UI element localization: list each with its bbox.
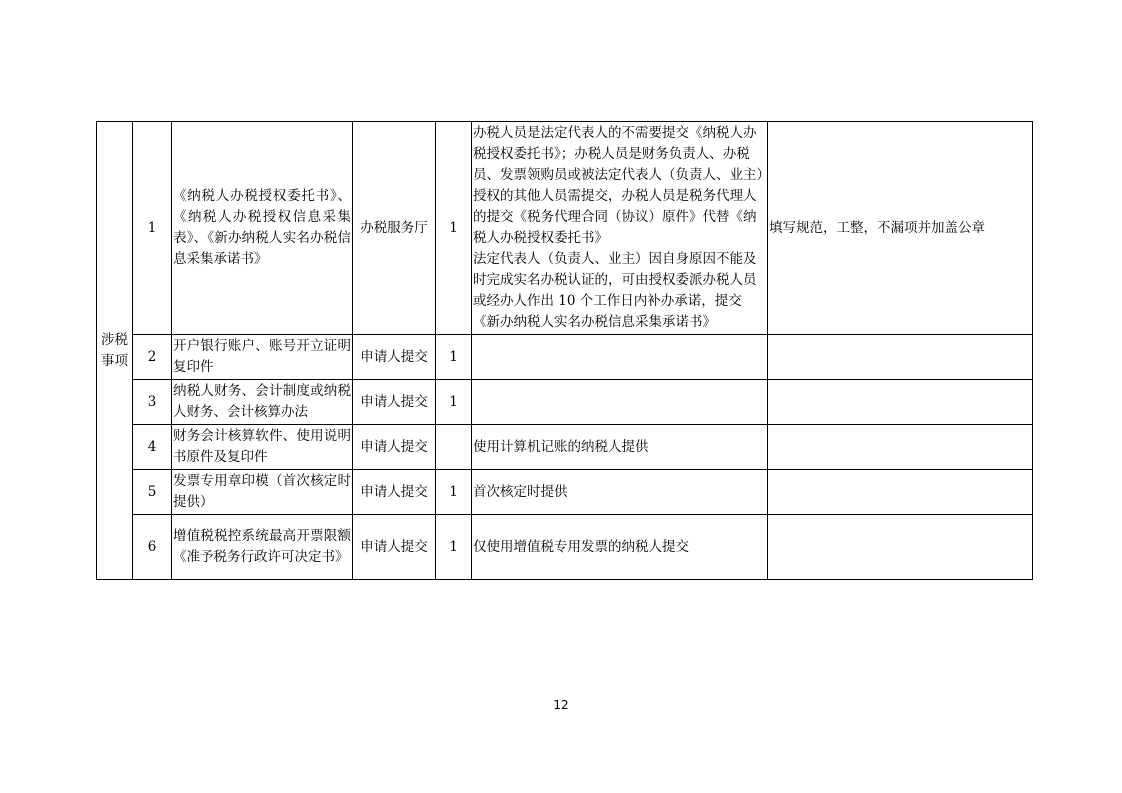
material-quantity: 1	[436, 335, 472, 380]
note-paragraph-2: 法定代表人（负责人、业主）因自身原因不能及时完成实名办税认证的，可由授权委派办税人员或经办人作出 10 个工作日内补办承诺，提交《新办纳税人实名办税信息采集承诺书》	[473, 251, 757, 330]
material-source: 申请人提交	[353, 425, 436, 470]
material-note	[472, 335, 768, 380]
material-quantity: 1	[436, 515, 472, 580]
category-label: 涉税事项	[101, 331, 128, 369]
material-note: 使用计算机记账的纳税人提供	[472, 425, 768, 470]
row-number: 3	[133, 380, 172, 425]
material-note: 首次核定时提供	[472, 470, 768, 515]
note-paragraph: 办税人员是法定代表人的不需要提交《纳税人办税授权委托书》；办税人员是财务负责人、办税员、发票领购员或被法定代表人（负责人、业主）授权的其他人员需提交，办税人员是税务代理人的提交《税务代理合同（协议）原件》代替《纳税人办税授权委托书》	[473, 125, 764, 246]
material-requirement	[768, 380, 1033, 425]
material-source: 申请人提交	[353, 515, 436, 580]
table-row	[97, 380, 1033, 425]
material-name: 财务会计核算软件、使用说明书原件及复印件	[172, 425, 353, 470]
table-row	[97, 122, 1033, 335]
material-name: 纳税人财务、会计制度或纳税人财务、会计核算办法	[172, 380, 353, 425]
material-note: 仅使用增值税专用发票的纳税人提交	[472, 515, 768, 580]
table-row	[97, 335, 1033, 380]
material-source: 办税服务厅	[353, 122, 436, 335]
material-requirement: 填写规范，工整，不漏项并加盖公章	[768, 122, 1033, 335]
material-name: 《纳税人办税授权委托书》、《纳税人办税授权信息采集表》、《新办纳税人实名办税信息采集承诺书》	[172, 122, 353, 335]
row-number: 4	[133, 425, 172, 470]
material-name: 发票专用章印模（首次核定时提供）	[172, 470, 353, 515]
material-requirement	[768, 470, 1033, 515]
row-number: 1	[133, 122, 172, 335]
page-number: 12	[553, 698, 569, 712]
table-row	[97, 470, 1033, 515]
material-name: 开户银行账户、账号开立证明复印件	[172, 335, 353, 380]
material-source: 申请人提交	[353, 335, 436, 380]
material-note	[472, 122, 768, 335]
material-note	[472, 380, 768, 425]
row-number: 2	[133, 335, 172, 380]
row-number: 5	[133, 470, 172, 515]
material-source: 申请人提交	[353, 470, 436, 515]
table-row	[97, 425, 1033, 470]
material-source: 申请人提交	[353, 380, 436, 425]
category-cell	[97, 122, 133, 580]
material-requirement	[768, 515, 1033, 580]
material-quantity: 1	[436, 122, 472, 335]
row-number: 6	[133, 515, 172, 580]
material-quantity	[436, 425, 472, 470]
material-requirement	[768, 335, 1033, 380]
material-name: 增值税税控系统最高开票限额《准予税务行政许可决定书》	[172, 515, 353, 580]
materials-table	[96, 121, 1033, 580]
material-quantity: 1	[436, 470, 472, 515]
material-quantity: 1	[436, 380, 472, 425]
material-requirement	[768, 425, 1033, 470]
table-row	[97, 515, 1033, 580]
